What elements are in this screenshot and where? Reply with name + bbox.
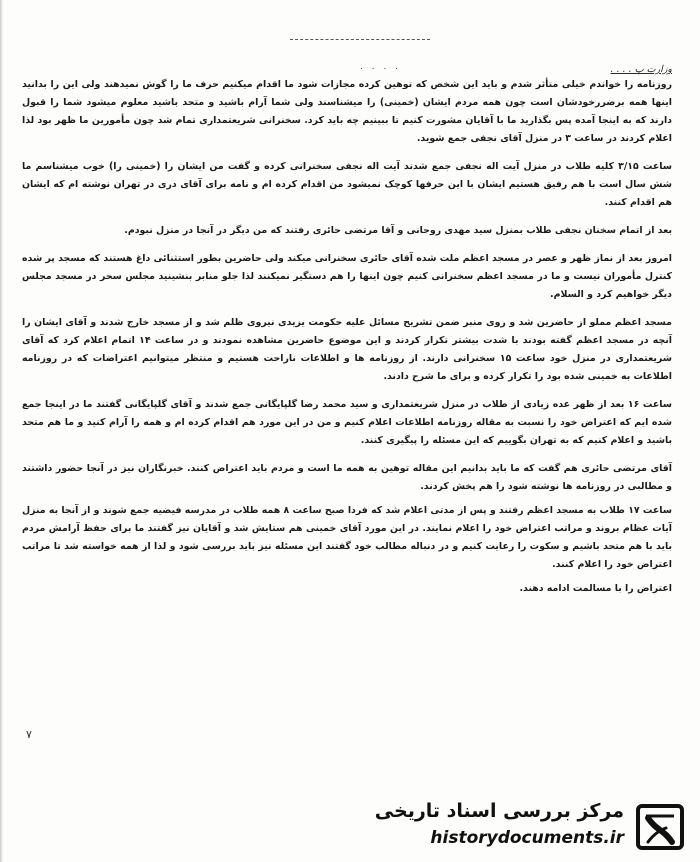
document-body <box>22 76 672 608</box>
paragraph-6: ساعت ۱۶ بعد از ظهر عده زیادی از طلاب در منزل شریعتمداری و سید محمد رضا گلپایگانی جمع شدند و آقای گلپایگانی گفتند ما در اینجا جمع شده ایم که اعتراض خود را نسبت به مقاله روزنامه اطلاعات اعلام کنیم و من در این مورد هم اقدام کرده ام و همه را آرام کنید و ما هم متحد باشید و اعلام کنیم که به تهران بگوییم که این مسئله را پیگیری کنند. <box>22 399 672 446</box>
paragraph-2: ساعت ۳/۱۵ کلیه طلاب در منزل آیت اله نجفی جمع شدند آیت اله نجفی سخنرانی کرده و گفت من ایشان را (خمینی را) خوب میشناسم ما شش سال است با هم رفیق هستیم ایشان با این حرفها کوچک نمیشود من اقدام کرده ام و نامه برای آقای دری در تهران نوشته ام که ایشان هم اقدام کنند. <box>22 161 672 208</box>
paragraph-9: اعتراض را با مسالمت ادامه دهند. <box>519 583 672 594</box>
paragraph-3: بعد از اتمام سخنان نجفی طلاب بمنزل سید مهدی روحانی و آقا مرتضی حائری رفتند که من دیگر در آنجا در منزل نبودم. <box>124 225 672 236</box>
top-dashed-mark <box>290 39 430 40</box>
scan-edge-shadow <box>0 0 3 862</box>
watermark-title: مرکز بررسی اسناد تاریخی <box>374 800 624 822</box>
watermark <box>374 796 686 856</box>
paragraph-5: مسجد اعظم مملو از حاضرین شد و روی منبر ضمن تشریح مسائل علیه حکومت یزیدی نیروی ظلم شد و از مسجد خارج شدند و آقای ایشان را آنچه در مسجد اعظم گفته بودند با شدت بیشتر تکرار کردند و این موضوع حاضرین مشاهده نمودند و در ساعت ۱۴ اتمام اعلام کرد که آقای شریعتمداری در منزل خود ساعت ۱۵ سخنرانی دارند. از روزنامه ها و اطلاعات ناراحت هستیم و منتظر میتوانیم اعتراضات که در روزنامه اطلاعات به خمینی شده بود را تکرار کرده و برای ما شرح دادند. <box>22 317 672 382</box>
closing-mark: ۷ <box>26 728 32 741</box>
document-heading: وزارت پ . . . . <box>610 64 672 75</box>
paragraph-1: روزنامه را خواندم خیلی متأثر شدم و باید این شخص که توهین کرده مجازات شود ما اقدام میکنیم حرف ما را گوش نمیدهند ولی این را بدانید اینها همه برضررخودشان است چون همه مردم ایشان (خمینی) را میشناسند ولی شما آرام باشید و متحد باشید معلوم میشود شما را قبول دارند که به اینجا آمده پس بگذارید ما با آقایان مشورت کنیم تا ببینیم چه باید کرد. سخنرانی شریعتمداری تمام شد چون مأمورین ما ظهر بود لذا اعلام کردند در ساعت ۳ در منزل آقای نجفی جمع شوید. <box>22 79 672 144</box>
top-marks: . . . . <box>360 62 402 72</box>
watermark-url: historydocuments.ir <box>430 828 624 848</box>
paragraph-8: ساعت ۱۷ طلاب به مسجد اعظم رفتند و پس از مدتی اعلام شد که فردا صبح ساعت ۸ همه طلاب در مدرسه فیضیه جمع شوند و از آنجا به منزل آیات عظام بروند و مراتب اعتراض خود را اعلام نمایند. در این مورد آقای خمینی هم ستایش شد و آقایان نیز گفتند ما برای حفظ آرامش مردم باید با هم متحد باشیم و سکوت را رعایت کنیم و در دنباله مطالب خود گفتند این مسئله نیز باید بررسی شود و لذا از همه خواسته شد تا مراتب اعتراض خود را اعلام کنند. <box>22 505 672 570</box>
document-center-logo-icon <box>634 800 686 852</box>
paragraph-4: امروز بعد از نماز ظهر و عصر در مسجد اعظم ملت شده آقای حائری سخنرانی میکند ولی حاضرین بطور استثنائی داغ هستند که مسجد پر شده کنترل مأموران نیست و ما در مسجد اعظم سخنرانی کنیم چون اینها را هم دستگیر نمیکنند لذا جلو منابر بنشینید مجلس سحر در مسجد مجلس دیگر خواهیم کرد و السلام. <box>22 253 672 300</box>
paragraph-7: آقای مرتضی حائری هم گفت که ما باید بدانیم این مقاله توهین به همه ما است و مردم باید اعتراض کنند. خبرنگاران نیز در آنجا حضور داشتند و مطالبی در روزنامه ها نوشته شود را هم پخش کردند. <box>22 463 672 492</box>
